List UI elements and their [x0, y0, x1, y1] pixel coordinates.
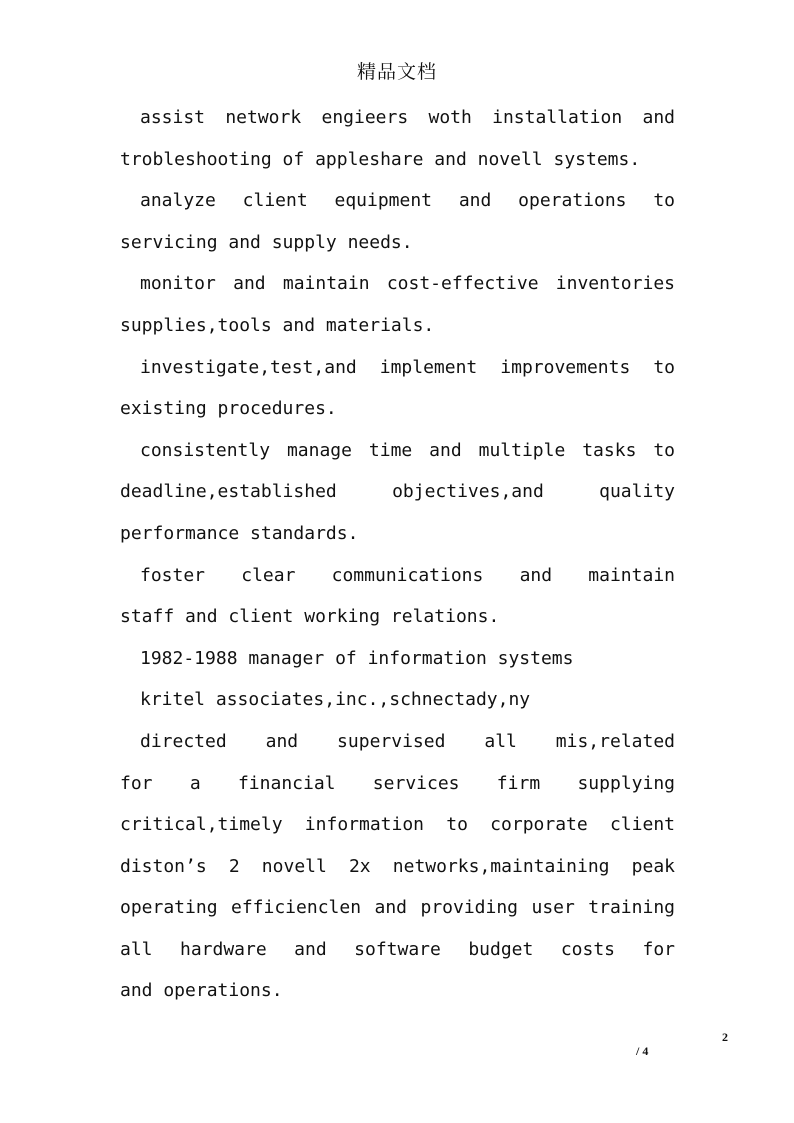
body-line: diston’s 2 novell 2x networks,maintaining peak	[120, 855, 675, 877]
body-line: investigate,test,and implement improvements to	[140, 356, 675, 378]
body-line: staff and client working relations.	[120, 606, 500, 628]
body-line: consistently manage time and multiple tasks to	[140, 439, 675, 461]
body-line: servicing and supply needs.	[120, 231, 413, 253]
body-line: foster clear communications and maintain	[140, 564, 675, 586]
body-line: all hardware and software budget costs for	[120, 938, 675, 960]
body-line: directed and supervised all mis,related	[140, 730, 675, 752]
document-body	[120, 97, 675, 1012]
body-line: performance standards.	[120, 522, 359, 544]
body-line: operating efficienclen and providing user training	[120, 897, 675, 919]
body-line: 1982-1988 manager of information systems	[140, 647, 574, 669]
document-header-title: 精品文档	[356, 61, 437, 83]
page-number: 2	[722, 1030, 728, 1044]
body-line: kritel associates,inc.,schnectady,ny	[140, 689, 531, 711]
body-line: monitor and maintain cost-effective inventories	[140, 273, 675, 295]
body-line: deadline,established objectives,and quality	[120, 481, 675, 503]
body-line: for a financial services firm supplying	[120, 772, 675, 794]
body-line: critical,timely information to corporate client	[120, 814, 675, 836]
body-line: assist network engieers woth installation and	[140, 107, 675, 128]
body-line: and operations.	[120, 980, 283, 1002]
page-total: / 4	[636, 1044, 649, 1058]
body-line: analyze client equipment and operations to	[140, 190, 675, 212]
body-line: trobleshooting of appleshare and novell systems.	[120, 148, 641, 170]
body-line: supplies,tools and materials.	[120, 314, 435, 336]
body-line: existing procedures.	[120, 398, 337, 420]
